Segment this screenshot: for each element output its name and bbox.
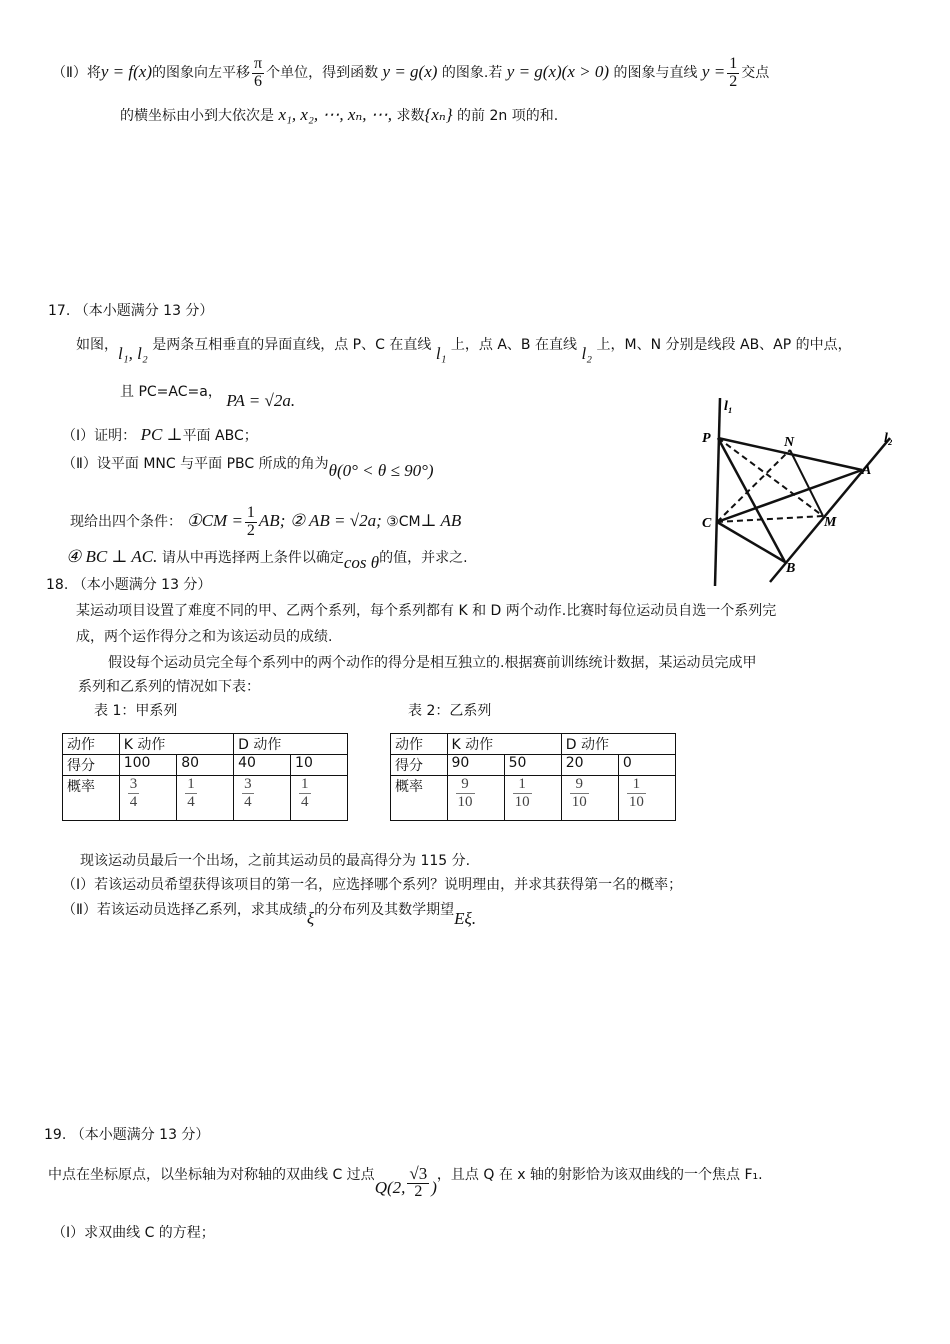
prob-num: 3: [128, 776, 140, 794]
prob-den: 4: [244, 794, 252, 811]
table-header-score: 得分: [63, 755, 120, 776]
table-cell: 100: [119, 755, 177, 776]
p16-text-shift: 的图象向左平移: [152, 65, 250, 81]
p17-l1l2: l₁, l₂: [118, 344, 148, 363]
fig-label-p: P: [702, 431, 711, 446]
prob-fraction: [456, 776, 475, 812]
p19-text-center: 中点在坐标原点，以坐标轴为对称轴的双曲线 C 过点: [48, 1167, 375, 1183]
p16-frac-half: [727, 56, 739, 91]
prob-den: 10: [457, 794, 473, 811]
p17-text-perp: 是两条互相垂直的异面直线，点 P、C 在直线: [152, 337, 432, 353]
p17-q1-plane: 平面 ABC；: [182, 428, 258, 444]
fig-line-l1: [715, 398, 720, 586]
p17-q1-math: PC ⊥: [140, 425, 183, 444]
p16-text-abscissa: 的横坐标由小到大依次是: [120, 108, 274, 124]
prob-fraction: [627, 776, 646, 812]
table-cell: [234, 776, 291, 821]
prob-den: 4: [129, 794, 138, 811]
p17-cond4-line: [66, 544, 468, 571]
p17-cond4-text: 请从中再选择两上条件以确定: [161, 550, 344, 566]
prob-num: 1: [185, 776, 197, 794]
p16-text-line: 的图象与直线: [613, 65, 698, 81]
table-cell: [291, 776, 348, 821]
prob-den: 10: [571, 794, 587, 811]
p17-text-mid: 上，M、N 分别是线段 AB、AP 的中点，: [596, 337, 852, 353]
p16-line1: [52, 52, 769, 93]
p18-caption1: 表 1：甲系列: [94, 703, 178, 719]
p16-text-if: 的图象.若: [441, 65, 503, 81]
p18-text3: 假设每个运动员完全每个系列中的两个动作的得分是相互独立的.根据赛前训练统计数据，某运动员完成甲: [108, 655, 757, 671]
table-cell: 40: [234, 755, 291, 776]
prob-den: 10: [514, 794, 530, 811]
p17-cond1-frac: [245, 505, 257, 540]
p16-half-den: 2: [729, 72, 738, 90]
prob-num: 1: [299, 776, 311, 794]
prob-fraction: [128, 776, 140, 812]
p18-text1: 某运动项目设置了难度不同的甲、乙两个系列，每个系列都有 K 和 D 两个动作.比赛时每位运动员自选一个系列完: [76, 603, 777, 619]
table-cell: [504, 776, 561, 821]
p16-line2: [120, 100, 558, 131]
p16-func-gcond: y = g(x)(x > 0): [506, 62, 610, 81]
p18-header: 18. （本小题满分 13 分）: [46, 577, 212, 593]
p17-cond4-end: 的值，并求之.: [379, 550, 468, 566]
prob-fraction: [513, 776, 532, 812]
p17-cond-label: 现给出四个条件：: [70, 514, 182, 530]
p19-frac: [407, 1165, 429, 1201]
p17-l1: l₁: [435, 344, 447, 363]
prob-den: 4: [301, 794, 309, 811]
p19-frac-num: √3: [409, 1164, 428, 1184]
p17-cond3-cm: CM: [398, 514, 421, 530]
table-cell: 90: [447, 755, 504, 776]
p16-text-unit: 个单位，得到函数: [266, 65, 379, 81]
p18-caption2: 表 2：乙系列: [408, 703, 492, 719]
fig-label-a: A: [862, 463, 872, 478]
p16-y-eq: y =: [701, 62, 726, 81]
table-header-d: D 动作: [234, 734, 348, 755]
prob-num: 9: [456, 776, 475, 794]
p17-line2: [120, 376, 296, 410]
p17-text-pc: 且 PC=AC=a，: [120, 384, 222, 400]
table-cell: 80: [177, 755, 234, 776]
fig-label-m: M: [824, 515, 837, 530]
p17-cond1-den: 2: [246, 521, 255, 539]
prob-num: 3: [242, 776, 254, 794]
table-header-action: 动作: [63, 734, 120, 755]
p16-frac-pi6: [252, 56, 264, 91]
p17-l2: l₂: [581, 344, 593, 363]
p19-q-point: Q(2,: [374, 1178, 406, 1197]
p17-text-ab: 上，点 A、B 在直线: [450, 337, 577, 353]
table-row: [63, 734, 348, 755]
p18-after: 现该运动员最后一个出场，之前其运动员的最高得分为 115 分.: [80, 853, 471, 869]
table-cell: [618, 776, 675, 821]
prob-fraction: [299, 776, 311, 812]
p17-line1: [76, 328, 852, 361]
table-header-score: 得分: [391, 755, 448, 776]
p16-sequence: x₁, x₂, ⋯, xₙ, ⋯,: [278, 105, 393, 124]
p17-text-fig: 如图，: [76, 337, 118, 353]
p18-q2-label: （Ⅱ）若该运动员选择乙系列，求其成绩: [62, 902, 307, 918]
p19-q1: （Ⅰ）求双曲线 C 的方程；: [52, 1225, 215, 1241]
p19-header: 19. （本小题满分 13 分）: [44, 1127, 210, 1143]
prob-fraction: [242, 776, 254, 812]
p18-table2: [390, 733, 676, 821]
prob-num: 1: [627, 776, 646, 794]
p18-text4: 系列和乙系列的情况如下表：: [78, 679, 260, 695]
p19-text-focus: ，且点 Q 在 x 轴的射影恰为该双曲线的一个焦点 F₁.: [436, 1167, 763, 1183]
p17-header: 17. （本小题满分 13 分）: [48, 303, 214, 319]
fig-label-c: C: [702, 516, 712, 531]
p16-func-g: y = g(x): [382, 62, 438, 81]
table-cell: [447, 776, 504, 821]
p16-part2-label: （Ⅱ）将: [52, 65, 101, 81]
prob-num: 9: [570, 776, 589, 794]
p17-cond1: ①CM =: [186, 511, 243, 530]
p17-q1: [62, 424, 258, 447]
table-cell: 10: [291, 755, 348, 776]
table-row: [391, 776, 676, 821]
p19-close: ): [431, 1178, 437, 1197]
p17-figure: [690, 390, 920, 590]
p18-q2: [62, 898, 477, 928]
p16-text-sum: 的前 2n 项的和.: [457, 108, 559, 124]
table-header-prob: 概率: [63, 776, 120, 821]
p17-conditions: [70, 504, 461, 539]
p17-cond4: ④ BC ⊥ AC.: [66, 547, 158, 566]
p18-q1: （Ⅰ）若该运动员希望获得该项目的第一名，应选择哪个系列？说明理由，并求其获得第一名的概率；: [62, 877, 683, 893]
fig-label-b: B: [786, 561, 796, 576]
p17-cos: cos θ: [343, 553, 380, 572]
table-row: [391, 734, 676, 755]
p18-exi: Eξ.: [454, 909, 477, 928]
p16-frac-num: π: [254, 54, 263, 72]
p16-text-intersect: 交点: [741, 65, 770, 81]
p16-set-xn: {xₙ}: [424, 105, 453, 124]
p17-cond2: ② AB = √2a;: [289, 511, 382, 530]
fig-line-cn: [717, 450, 790, 522]
p17-cond3: ⊥ AB: [420, 511, 462, 530]
table-header-d: D 动作: [561, 734, 675, 755]
fig-label-l1: l₁: [724, 399, 733, 414]
p19-frac-den: 2: [414, 1183, 423, 1201]
p17-cond1-ab: AB;: [258, 511, 286, 530]
p16-text-find: 求数: [396, 108, 425, 124]
p18-table1: [62, 733, 348, 821]
table-cell: 50: [504, 755, 561, 776]
p17-pa-eq: PA = √2a.: [226, 391, 296, 410]
p17-cond3-mark: ③: [386, 514, 399, 530]
table-cell: [177, 776, 234, 821]
p16-frac-den: 6: [254, 72, 263, 90]
p17-q1-label: （Ⅰ）证明：: [62, 428, 137, 444]
table-cell: 0: [618, 755, 675, 776]
p17-q2: [62, 452, 434, 480]
p18-q2-dist: 的分布列及其数学期望: [314, 902, 455, 918]
prob-num: 1: [513, 776, 532, 794]
table-header-prob: 概率: [391, 776, 448, 821]
table-cell: 20: [561, 755, 618, 776]
p16-func-f: y = f(x): [100, 62, 152, 81]
p17-q2-math: θ(0° < θ ≤ 90°): [328, 461, 434, 480]
prob-den: 10: [628, 794, 644, 811]
table-header-k: K 动作: [119, 734, 233, 755]
p16-half-num: 1: [729, 54, 738, 72]
table-cell: [561, 776, 618, 821]
prob-fraction: [570, 776, 589, 812]
p18-text2: 成，两个运作得分之和为该运动员的成绩.: [76, 629, 333, 645]
p19-line1: [48, 1156, 763, 1201]
table-row: [63, 755, 348, 776]
prob-den: 4: [187, 794, 195, 811]
table-row: [391, 755, 676, 776]
p17-q2-label: （Ⅱ）设平面 MNC 与平面 PBC 所成的角为: [62, 456, 329, 472]
table-header-k: K 动作: [447, 734, 561, 755]
p17-cond1-num: 1: [246, 503, 255, 521]
fig-label-n: N: [784, 435, 795, 450]
prob-fraction: [185, 776, 197, 812]
fig-label-l2: l₂: [884, 431, 893, 446]
table-row: [63, 776, 348, 821]
table-header-action: 动作: [391, 734, 448, 755]
table-cell: [119, 776, 177, 821]
p18-xi: ξ: [306, 909, 315, 928]
